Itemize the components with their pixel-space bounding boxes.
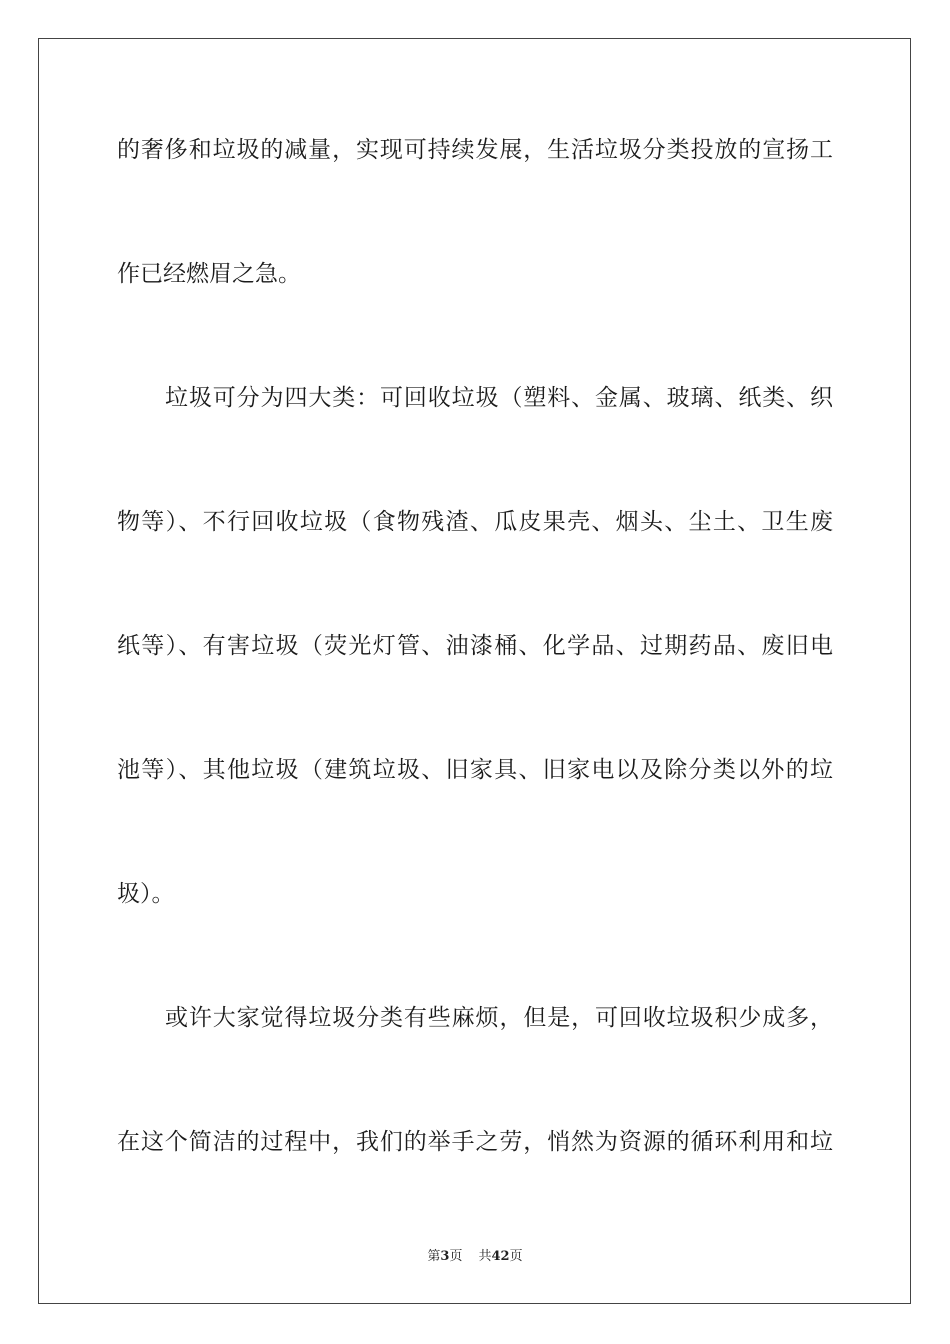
- page-footer: [0, 1248, 950, 1266]
- footer-page-number: 3: [440, 1249, 450, 1264]
- body-text-line: 的奢侈和垃圾的减量，实现可持续发展，生活垃圾分类投放的宣扬工: [117, 137, 833, 163]
- paragraph-start-line: 或许大家觉得垃圾分类有些麻烦，但是，可回收垃圾积少成多，: [165, 1005, 833, 1031]
- body-text-line: 纸等）、有害垃圾（荧光灯管、油漆桶、化学品、过期药品、废旧电: [117, 633, 833, 659]
- body-text-line: 圾）。: [117, 881, 175, 907]
- footer-page-prefix: 第: [427, 1249, 441, 1264]
- footer-total-prefix: 共: [478, 1249, 492, 1264]
- body-text-line: 作已经燃眉之急。: [117, 261, 301, 287]
- paragraph-start-line: 垃圾可分为四大类：可回收垃圾（塑料、金属、玻璃、纸类、织: [165, 385, 833, 411]
- footer-total-pages: 42: [491, 1249, 510, 1264]
- body-text-line: 池等）、其他垃圾（建筑垃圾、旧家具、旧家电以及除分类以外的垃: [117, 757, 833, 783]
- page-border: [38, 38, 911, 1304]
- body-text-line: 在这个简洁的过程中，我们的举手之劳，悄然为资源的循环利用和垃: [117, 1129, 833, 1155]
- body-text-line: 物等）、不行回收垃圾（食物残渣、瓜皮果壳、烟头、尘土、卫生废: [117, 509, 833, 535]
- footer-total-suffix: 页: [509, 1249, 523, 1264]
- footer-page-suffix: 页: [449, 1249, 463, 1264]
